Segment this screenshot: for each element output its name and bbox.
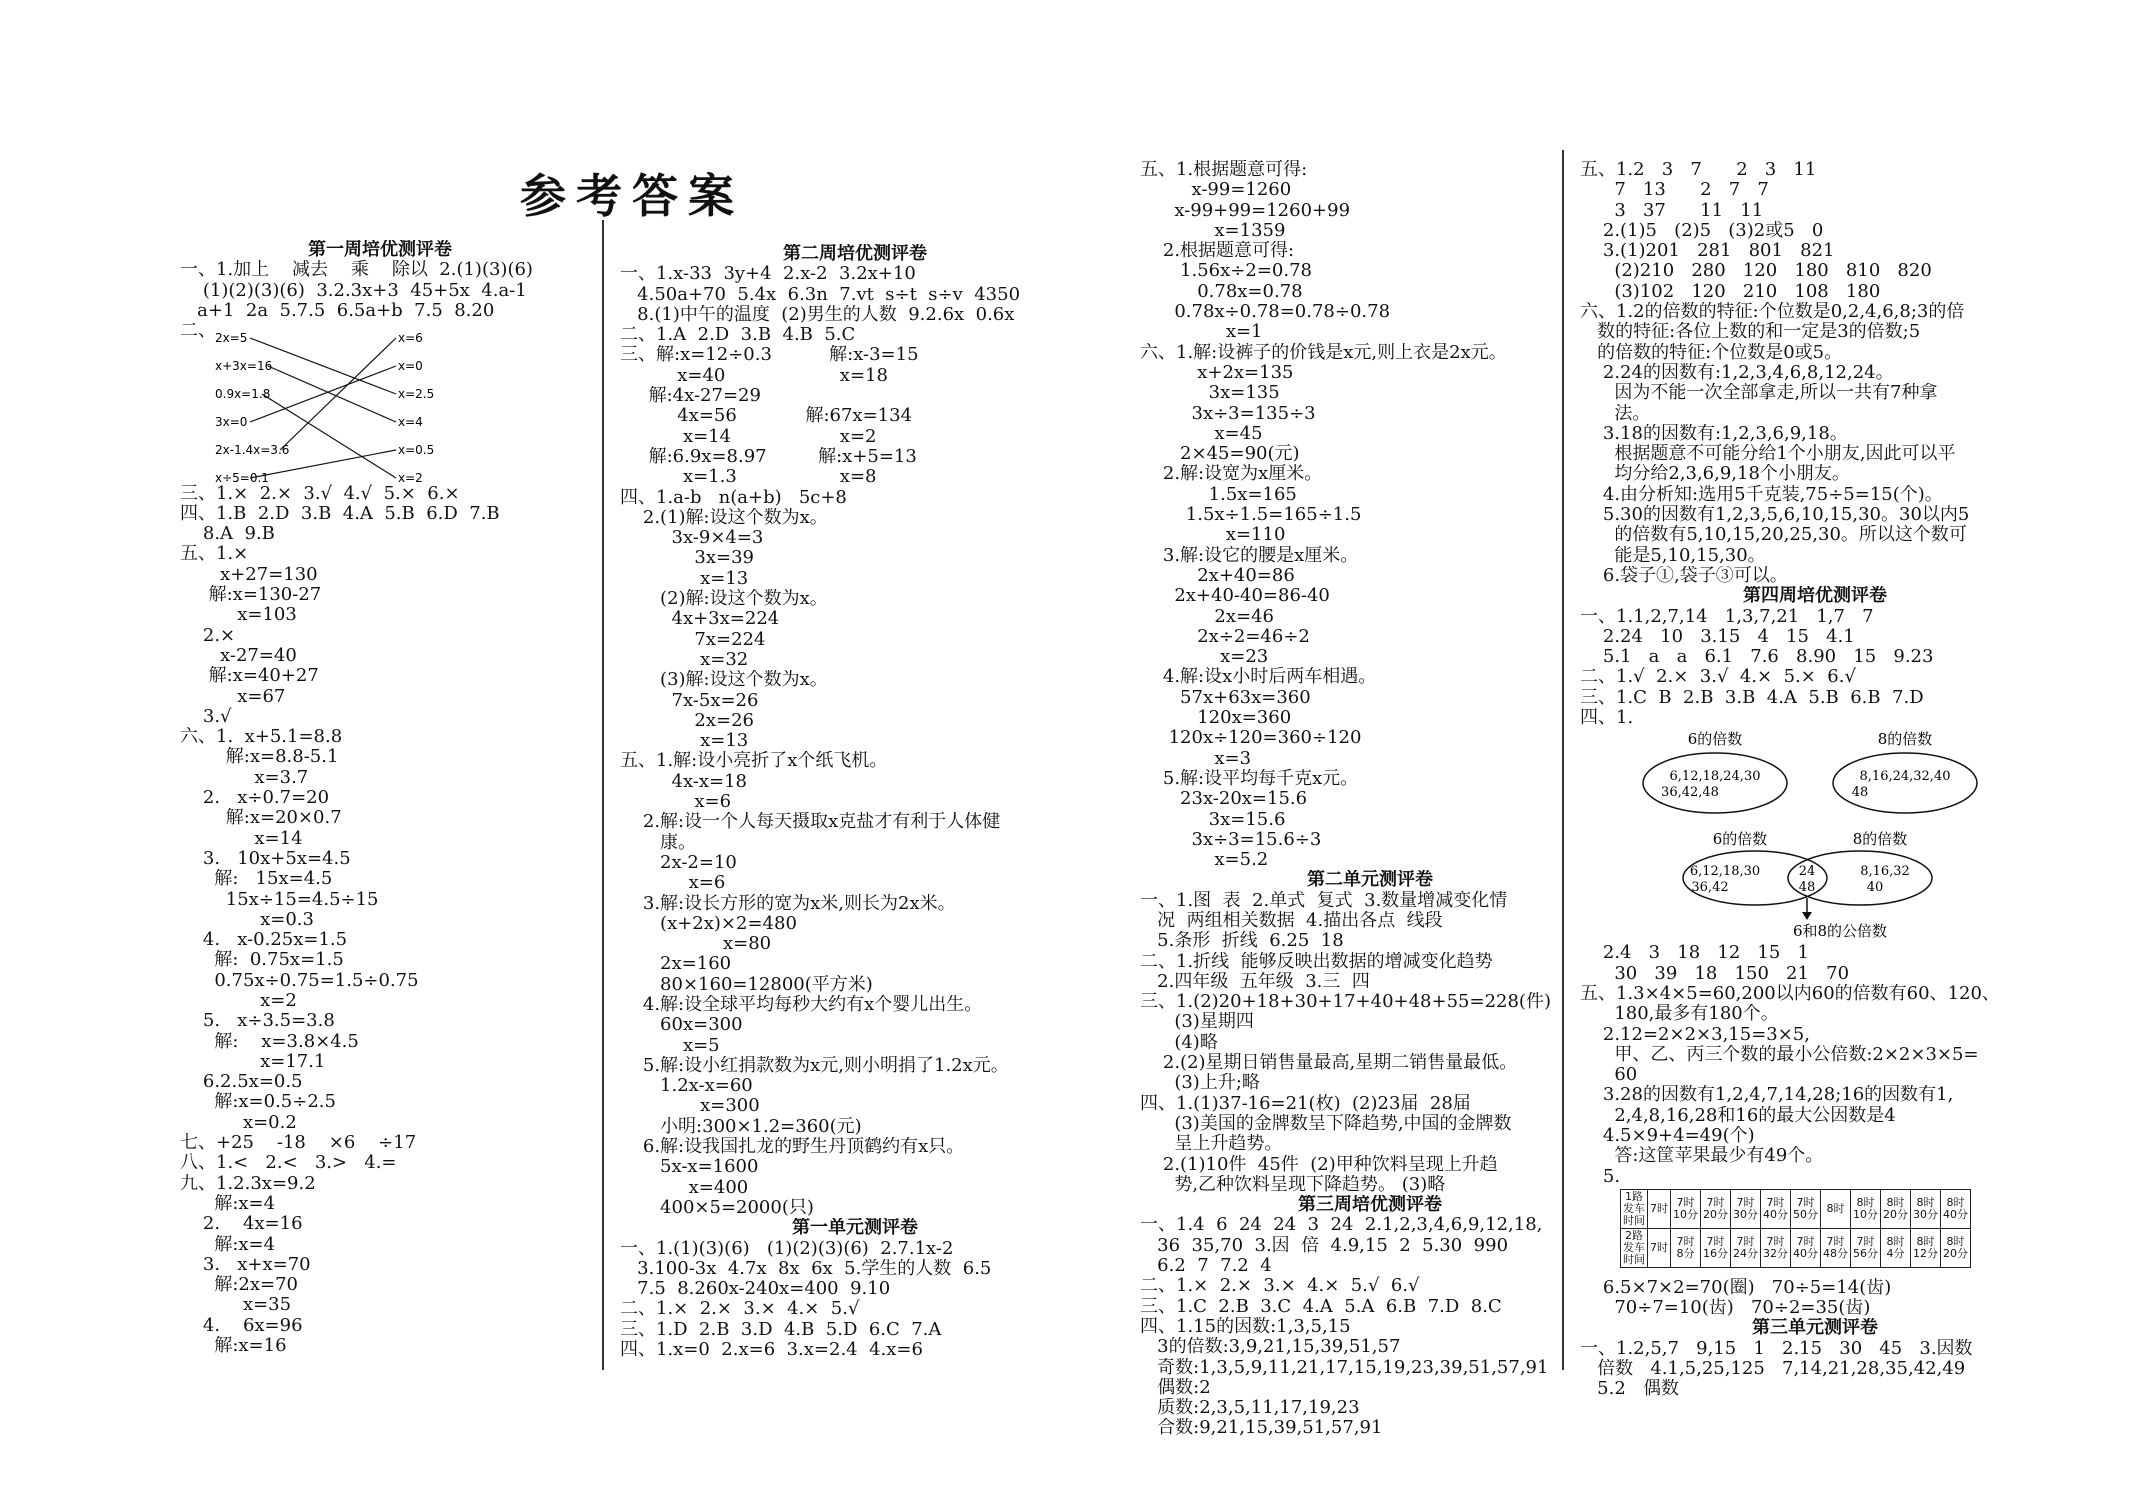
answer-line: 二、1.A 2.D 3.B 4.B 5.C bbox=[620, 325, 856, 346]
answer-line: 4x=56 解:67x=134 bbox=[620, 406, 913, 427]
bus-schedule-table bbox=[1620, 1189, 1971, 1268]
answer-line: 二、1.√ 2.× 3.√ 4.× 5.× 6.√ bbox=[1580, 667, 1856, 688]
answer-line: 合数:9,21,15,39,51,57,91 bbox=[1140, 1418, 1383, 1439]
answer-line: x=32 bbox=[620, 649, 749, 670]
schedule-cell: 8时 4分 bbox=[1881, 1228, 1911, 1267]
answer-line: 5.1 a a 6.1 7.6 8.90 15 9.23 bbox=[1580, 647, 1934, 668]
answer-line: 23x-20x=15.6 bbox=[1140, 789, 1308, 810]
answer-line: (2)210 280 120 180 810 820 bbox=[1580, 261, 1932, 282]
answer-line: 3. 10x+5x=4.5 bbox=[180, 848, 351, 869]
schedule-row bbox=[1621, 1189, 1971, 1228]
answer-line: 5.30的因数有1,2,3,5,6,10,15,30。30以内5 bbox=[1580, 505, 1970, 526]
match-left: 2x=5 bbox=[215, 331, 248, 345]
answer-line: 二、 bbox=[180, 321, 216, 342]
answer-line: 8.A 9.B bbox=[180, 524, 275, 545]
answer-line: 2.根据题意可得: bbox=[1140, 241, 1295, 262]
schedule-cell: 7时 30分 bbox=[1731, 1189, 1761, 1228]
answer-line: 3的倍数:3,9,21,15,39,51,57 bbox=[1140, 1337, 1401, 1358]
answer-line: 1.2x-x=60 bbox=[620, 1076, 753, 1097]
answer-line: 解:x=20×0.7 bbox=[180, 808, 342, 829]
venn-text: 8,16,24,32,40 bbox=[1859, 769, 1951, 785]
answer-line: 八、1.< 2.< 3.> 4.= bbox=[180, 1153, 397, 1174]
answer-line: 奇数:1,3,5,9,11,21,17,15,19,23,39,51,57,91 bbox=[1140, 1357, 1549, 1378]
answer-line: 5x-x=1600 bbox=[620, 1157, 759, 1178]
answer-line: 五、1.× bbox=[180, 544, 249, 565]
schedule-cell: 8时 20分 bbox=[1941, 1228, 1971, 1267]
schedule-cell: 7时 56分 bbox=[1851, 1228, 1881, 1267]
answer-line: 解:x=16 bbox=[180, 1336, 287, 1357]
answer-line: 一、1.图 表 2.单式 复式 3.数量增减变化情 bbox=[1140, 890, 1508, 911]
answer-line: 2.(1)10件 45件 (2)甲种饮料呈现上升趋 bbox=[1140, 1154, 1498, 1175]
answer-line: 36 35,70 3.因 倍 4.9,15 2 5.30 990 bbox=[1140, 1235, 1509, 1256]
answer-line: 15x÷15=4.5÷15 bbox=[180, 889, 379, 910]
answer-line: 2x+40-40=86-40 bbox=[1140, 586, 1330, 607]
match-line bbox=[280, 338, 396, 450]
venn-text: 6,12,18,30 bbox=[1689, 864, 1761, 880]
answer-line: 一、1.4 6 24 24 3 24 2.1,2,3,4,6,9,12,18, bbox=[1140, 1215, 1543, 1236]
answer-line: 倍数 4.1,5,25,125 7,14,21,28,35,42,49 bbox=[1580, 1359, 1966, 1380]
match-right: x=0 bbox=[398, 359, 423, 373]
answer-line: 2.(1)解:设这个数为x。 bbox=[620, 507, 828, 528]
answer-line: (1)(2)(3)(6) 3.2.3x+3 45+5x 4.a-1 bbox=[180, 280, 527, 301]
answer-line: x+2x=135 bbox=[1140, 362, 1294, 383]
column-4-part-c bbox=[1580, 1278, 2050, 1400]
answer-line: 4.解:设全球平均每秒大约有x个婴儿出生。 bbox=[620, 994, 983, 1015]
match-right: x=4 bbox=[398, 415, 423, 429]
answer-line: a+1 2a 5.7.5 6.5a+b 7.5 8.20 bbox=[180, 300, 495, 321]
answer-line: 3x=135 bbox=[1140, 383, 1280, 404]
answer-line: 4.解:设x小时后两车相遇。 bbox=[1140, 667, 1377, 688]
schedule-cell: 7时 10分 bbox=[1671, 1189, 1701, 1228]
answer-line: 120x÷120=360÷120 bbox=[1140, 728, 1362, 749]
answer-line: 80×160=12800(平方米) bbox=[620, 974, 873, 995]
match-left: 0.9x=1.8 bbox=[215, 387, 271, 401]
answer-line: 5.2 偶数 bbox=[1580, 1379, 1679, 1400]
section-heading: 第一单元测评卷 bbox=[792, 1218, 918, 1239]
answer-line: 1.56x÷2=0.78 bbox=[1140, 261, 1312, 282]
answer-line: 3.解:设长方形的宽为x米,则长为2x米。 bbox=[620, 893, 956, 914]
answer-line: 三、解:x=12÷0.3 解:x-3=15 bbox=[620, 345, 919, 366]
answer-line: 四、1.a-b n(a+b) 5c+8 bbox=[620, 487, 847, 508]
answer-line: 三、1.D 2.B 3.D 4.B 5.D 6.C 7.A bbox=[620, 1319, 942, 1340]
answer-line: 根据题意不可能分给1个小朋友,因此可以平 bbox=[1580, 444, 1956, 465]
answer-line: 因为不能一次全部拿走,所以一共有7种拿 bbox=[1580, 383, 1938, 404]
schedule-cell: 7时 20分 bbox=[1701, 1189, 1731, 1228]
venn-label: 6的倍数 bbox=[1687, 730, 1743, 749]
schedule-cell: 8时 10分 bbox=[1851, 1189, 1881, 1228]
answer-line: 0.78x=0.78 bbox=[1140, 281, 1303, 302]
answer-line: 四、1.15的因数:1,3,5,15 bbox=[1140, 1316, 1351, 1337]
answer-line: 2.(2)星期日销售量最高,星期二销售量最低。 bbox=[1140, 1053, 1518, 1074]
answer-line: 5.解:设小红捐款数为x元,则小明捐了1.2x元。 bbox=[620, 1055, 1009, 1076]
answer-line: 1.5x=165 bbox=[1140, 484, 1297, 505]
answer-line: 2×45=90(元) bbox=[1140, 444, 1300, 465]
answer-line: 2.(1)5 (2)5 (3)2或5 0 bbox=[1580, 220, 1824, 241]
answer-line: x=14 x=2 bbox=[620, 426, 877, 447]
answer-line: x=3 bbox=[1140, 748, 1252, 769]
answer-line: 小明:300×1.2=360(元) bbox=[620, 1116, 862, 1137]
answer-line: 60x=300 bbox=[620, 1015, 743, 1036]
answer-line: 3. x+x=70 bbox=[180, 1254, 311, 1275]
answer-line: 解:x=0.5÷2.5 bbox=[180, 1092, 336, 1113]
match-left: x+3x=16 bbox=[215, 359, 273, 373]
answer-line: x=1 bbox=[1140, 322, 1263, 343]
answer-line: 呈上升趋势。 bbox=[1140, 1134, 1283, 1155]
answer-line: 57x+63x=360 bbox=[1140, 687, 1311, 708]
answer-line: 5. bbox=[1580, 1166, 1621, 1187]
answer-line: 数的特征:各位上数的和一定是3的倍数;5 bbox=[1580, 322, 1921, 343]
answer-line: 解: 15x=4.5 bbox=[180, 869, 333, 890]
answer-line: 法。 bbox=[1580, 403, 1651, 424]
answer-line: x=103 bbox=[180, 605, 297, 626]
answer-line: 7x-5x=26 bbox=[620, 690, 759, 711]
venn-text: 36,42 bbox=[1691, 880, 1729, 896]
answer-line: 4. 6x=96 bbox=[180, 1315, 303, 1336]
section-heading: 第一周培优测评卷 bbox=[308, 240, 452, 260]
answer-line: 2.4 3 18 12 15 1 bbox=[1580, 943, 1809, 964]
schedule-cell: 7时 24分 bbox=[1731, 1228, 1761, 1267]
schedule-cell: 8时 40分 bbox=[1941, 1189, 1971, 1228]
section-heading: 第二单元测评卷 bbox=[1307, 870, 1433, 891]
schedule-cell: 7时 40分 bbox=[1791, 1228, 1821, 1267]
schedule-cell: 7时 32分 bbox=[1761, 1228, 1791, 1267]
answer-line: x=1.3 x=8 bbox=[620, 467, 877, 488]
venn-label: 6的倍数 bbox=[1712, 830, 1768, 849]
answer-line: (3)解:设这个数为x。 bbox=[620, 670, 828, 691]
page-title: 参考答案 bbox=[520, 169, 744, 223]
answer-line: x+27=130 bbox=[180, 564, 318, 585]
answer-line: 5.条形 折线 6.25 18 bbox=[1140, 931, 1344, 952]
schedule-cell: 8时 30分 bbox=[1911, 1189, 1941, 1228]
match-right: x=6 bbox=[398, 331, 423, 345]
answer-line: x=110 bbox=[1140, 525, 1286, 546]
answer-line: 一、1.x-33 3y+4 2.x-2 3.2x+10 bbox=[620, 264, 916, 285]
venn-svg bbox=[1580, 728, 2050, 943]
answer-line: 一、1.加上 减去 乘 除以 2.(1)(3)(6) bbox=[180, 260, 533, 281]
answer-line: 2.× bbox=[180, 625, 236, 646]
answer-line: x=80 bbox=[620, 934, 772, 955]
schedule-cell: 7时 48分 bbox=[1821, 1228, 1851, 1267]
answer-line: 答:这筐苹果最少有49个。 bbox=[1580, 1146, 1824, 1167]
answer-line: 6.袋子①,袋子③可以。 bbox=[1580, 565, 1788, 586]
answer-line: 2. 4x=16 bbox=[180, 1214, 303, 1235]
answer-line: 的倍数的特征:个位数是0或5。 bbox=[1580, 342, 1843, 363]
venn-text: 48 bbox=[1798, 880, 1816, 896]
section-heading: 第二周培优测评卷 bbox=[783, 244, 927, 264]
section-heading: 第三周培优测评卷 bbox=[1298, 1195, 1442, 1216]
answer-line: 400×5=2000(只) bbox=[620, 1197, 814, 1218]
answer-line: 解:x=4 bbox=[180, 1193, 276, 1214]
answer-line: 2.解:设一个人每天摄取x克盐才有利于人体健 bbox=[620, 812, 1001, 833]
answer-line: 二、1.× 2.× 3.× 4.× 5.√ 6.√ bbox=[1140, 1276, 1420, 1297]
schedule-cell: 8时 12分 bbox=[1911, 1228, 1941, 1267]
answer-line: 的倍数有5,10,15,20,25,30。所以这个数可 bbox=[1580, 525, 1967, 546]
schedule-cell: 7时 16分 bbox=[1701, 1228, 1731, 1267]
answer-line: 六、1. x+5.1=8.8 bbox=[180, 727, 343, 748]
answer-line: (3)星期四 bbox=[1140, 1012, 1254, 1033]
matching-diagram bbox=[210, 330, 440, 500]
answer-line: x=14 bbox=[180, 828, 303, 849]
venn-label: 8的倍数 bbox=[1877, 730, 1933, 749]
answer-line: 五、1.3×4×5=60,200以内60的倍数有60、120、 bbox=[1580, 983, 2000, 1004]
answer-line: 3.√ bbox=[180, 706, 232, 727]
answer-line: 3 37 11 11 bbox=[1580, 200, 1764, 221]
answer-line: 能是5,10,15,30。 bbox=[1580, 545, 1766, 566]
match-left: x÷5=0.1 bbox=[215, 471, 269, 485]
venn-text: 24 bbox=[1798, 864, 1816, 880]
column-4-part-a bbox=[1580, 160, 2050, 728]
answer-line: 五、1.根据题意可得: bbox=[1140, 160, 1308, 180]
answer-line: 60 bbox=[1580, 1065, 1638, 1086]
answer-line: 7x=224 bbox=[620, 629, 766, 650]
schedule-cell: 7时 8分 bbox=[1671, 1228, 1701, 1267]
match-left: 2x-1.4x=3.6 bbox=[215, 443, 290, 457]
venn-arrow-head bbox=[1802, 912, 1812, 920]
answer-line: 2x=160 bbox=[620, 954, 732, 975]
answer-line: 180,最多有180个。 bbox=[1580, 1004, 1779, 1025]
answer-line: x=45 bbox=[1140, 423, 1263, 444]
venn-label: 8的倍数 bbox=[1852, 830, 1908, 849]
answer-line: x=40 x=18 bbox=[620, 365, 888, 386]
answer-line: (3)美国的金牌数呈下降趋势,中国的金牌数 bbox=[1140, 1113, 1512, 1134]
answer-line: 30 39 18 150 21 70 bbox=[1580, 963, 1850, 984]
answer-line: 解: 0.75x=1.5 bbox=[180, 950, 344, 971]
answer-line: 解:2x=70 bbox=[180, 1275, 298, 1296]
answer-line: 二、1.× 2.× 3.× 4.× 5.√ bbox=[620, 1299, 860, 1320]
schedule-cell: 7时 50分 bbox=[1791, 1189, 1821, 1228]
answer-line: 甲、乙、丙三个数的最小公倍数:2×2×3×5= bbox=[1580, 1044, 1979, 1065]
answer-line: 3x=39 bbox=[620, 548, 754, 569]
answer-line: 解: x=3.8×4.5 bbox=[180, 1031, 359, 1052]
match-right: x=0.5 bbox=[398, 443, 435, 457]
section-heading: 第三单元测评卷 bbox=[1752, 1318, 1878, 1339]
answer-line: 2x-2=10 bbox=[620, 852, 737, 873]
answer-line: 一、1.1,2,7,14 1,3,7,21 1,7 7 bbox=[1580, 606, 1874, 627]
column-2 bbox=[620, 244, 1090, 1360]
match-right: x=2 bbox=[398, 471, 423, 485]
answer-line: 四、1.B 2.D 3.B 4.A 5.B 6.D 7.B bbox=[180, 503, 500, 524]
answer-line: (3)102 120 210 108 180 bbox=[1580, 281, 1881, 302]
schedule-row bbox=[1621, 1228, 1971, 1267]
answer-line: 六、1.2的倍数的特征:个位数是0,2,4,6,8;3的倍 bbox=[1580, 302, 1965, 323]
schedule-cell: 8时 bbox=[1821, 1189, 1851, 1228]
schedule-table-wrap bbox=[1580, 1189, 2050, 1268]
venn-text: 40 bbox=[1866, 880, 1884, 896]
answer-line: x=35 bbox=[180, 1295, 292, 1316]
match-left: 3x=0 bbox=[215, 415, 248, 429]
answer-line: x=400 bbox=[620, 1177, 749, 1198]
answer-line: 况 两组相关数据 4.描出各点 线段 bbox=[1140, 910, 1443, 931]
answer-line: 解:x=4 bbox=[180, 1234, 276, 1255]
answer-line: 2x=46 bbox=[1140, 606, 1274, 627]
section-heading: 第四周培优测评卷 bbox=[1743, 586, 1887, 607]
answer-line: 120x=360 bbox=[1140, 708, 1292, 729]
venn-diagrams bbox=[1580, 728, 2050, 943]
answer-line: (x+2x)×2=480 bbox=[620, 913, 797, 934]
schedule-cell: 7时 bbox=[1648, 1189, 1671, 1228]
answer-line: 4.由分析知:选用5千克装,75÷5=15(个)。 bbox=[1580, 484, 1943, 505]
answer-line: 3.28的因数有1,2,4,7,14,28;16的因数有1, bbox=[1580, 1085, 1954, 1106]
answer-line: x-27=40 bbox=[180, 645, 297, 666]
match-right: x=2.5 bbox=[398, 387, 435, 401]
answer-line: 解:4x-27=29 bbox=[620, 386, 761, 407]
answer-line: x=5 bbox=[620, 1035, 720, 1056]
answer-line: 2.24的因数有:1,2,3,4,6,8,12,24。 bbox=[1580, 362, 1894, 383]
venn-text: 36,42,48 bbox=[1661, 785, 1719, 801]
answer-line: 二、1.折线 能够反映出数据的增减变化趋势 bbox=[1140, 951, 1493, 972]
answer-line: 三、1.C 2.B 3.C 4.A 5.A 6.B 7.D 8.C bbox=[1140, 1296, 1502, 1317]
answer-line: x=13 bbox=[620, 568, 749, 589]
match-line bbox=[262, 394, 396, 478]
answer-line: 1.5x÷1.5=165÷1.5 bbox=[1140, 505, 1362, 526]
answer-line: 6.解:设我国扎龙的野生丹顶鹤约有x只。 bbox=[620, 1137, 965, 1158]
answer-line: 3x÷3=135÷3 bbox=[1140, 403, 1316, 424]
answer-line: 九、1.2.3x=9.2 bbox=[180, 1173, 316, 1194]
answer-line: x=13 bbox=[620, 731, 749, 752]
column-divider bbox=[602, 220, 604, 1370]
answer-line: x=0.2 bbox=[180, 1112, 297, 1133]
answer-line: x=5.2 bbox=[1140, 850, 1269, 871]
answer-line: 6.2 7 7.2 4 bbox=[1140, 1256, 1272, 1277]
answer-line: 偶数:2 bbox=[1140, 1377, 1211, 1398]
answer-line: 七、+25 -18 ×6 ÷17 bbox=[180, 1133, 417, 1154]
answer-line: 5. x÷3.5=3.8 bbox=[180, 1011, 335, 1032]
answer-line: (4)略 bbox=[1140, 1032, 1218, 1053]
schedule-row-header: 2路 发车 时间 bbox=[1621, 1228, 1648, 1267]
answer-line: 2x+40=86 bbox=[1140, 565, 1295, 586]
answer-line: 3.100-3x 4.7x 8x 6x 5.学生的人数 6.5 bbox=[620, 1258, 992, 1279]
column-4 bbox=[1580, 160, 2050, 1400]
answer-line: x=6 bbox=[620, 873, 726, 894]
answer-line: 3.解:设它的腰是x厘米。 bbox=[1140, 545, 1359, 566]
answer-line: x-99+99=1260+99 bbox=[1140, 200, 1351, 221]
answer-line: 4.50a+70 5.4x 6.3n 7.vt s÷t s÷v 4350 bbox=[620, 284, 1021, 305]
schedule-cell: 7时 40分 bbox=[1761, 1189, 1791, 1228]
answer-line: x=6 bbox=[620, 792, 732, 813]
answer-line: x=0.3 bbox=[180, 909, 314, 930]
answer-line: 8.(1)中午的温度 (2)男生的人数 9.2.6x 0.6x bbox=[620, 304, 1015, 325]
answer-line: 2x÷2=46÷2 bbox=[1140, 626, 1310, 647]
answer-line: 2.解:设宽为x厘米。 bbox=[1140, 464, 1323, 485]
match-line bbox=[250, 366, 396, 422]
answer-line: 解:x=130-27 bbox=[180, 585, 322, 606]
answer-line: 0.78x÷0.78=0.78÷0.78 bbox=[1140, 302, 1391, 323]
answer-line: 2x=26 bbox=[620, 710, 754, 731]
venn-text: 8,16,32 bbox=[1860, 864, 1910, 880]
venn-text: 48 bbox=[1851, 785, 1869, 801]
answer-line: x=3.7 bbox=[180, 767, 309, 788]
answer-line: 质数:2,3,5,11,17,19,23 bbox=[1140, 1398, 1360, 1419]
answer-line: 四、1.x=0 2.x=6 3.x=2.4 4.x=6 bbox=[620, 1340, 923, 1361]
answer-line: 三、1.× 2.× 3.√ 4.√ 5.× 6.× bbox=[180, 483, 460, 504]
answer-line: 解:x=40+27 bbox=[180, 666, 319, 687]
answer-line: 康。 bbox=[620, 832, 697, 853]
answer-line: 7 13 2 7 7 bbox=[1580, 180, 1769, 201]
answer-line: 五、1.2 3 7 2 3 11 bbox=[1580, 160, 1817, 180]
answer-line: 3x=15.6 bbox=[1140, 809, 1286, 830]
answer-line: 7.5 8.260x-240x=400 9.10 bbox=[620, 1279, 891, 1300]
answer-line: 4x-x=18 bbox=[620, 771, 748, 792]
venn-label: 6和8的公倍数 bbox=[1792, 922, 1888, 941]
answer-line: 4x+3x=224 bbox=[620, 609, 780, 630]
answer-line: 2. x÷0.7=20 bbox=[180, 788, 330, 809]
answer-line: x=23 bbox=[1140, 647, 1269, 668]
answer-line: 势,乙种饮料呈现下降趋势。 (3)略 bbox=[1140, 1174, 1446, 1195]
answer-line: 3.(1)201 281 801 821 bbox=[1580, 241, 1835, 262]
answer-line: (3)上升;略 bbox=[1140, 1073, 1260, 1094]
venn-text: 6,12,18,24,30 bbox=[1669, 769, 1761, 785]
schedule-cell: 8时 20分 bbox=[1881, 1189, 1911, 1228]
schedule-row-header: 1路 发车 时间 bbox=[1621, 1189, 1648, 1228]
answer-line: 解:6.9x=8.97 解:x+5=13 bbox=[620, 446, 917, 467]
answer-line: 六、1.解:设裤子的价钱是x元,则上衣是2x元。 bbox=[1140, 342, 1507, 363]
answer-line: x=67 bbox=[180, 686, 286, 707]
answer-line: x=1359 bbox=[1140, 220, 1286, 241]
answer-line: x=300 bbox=[620, 1096, 760, 1117]
answer-line: 三、1.C B 2.B 3.B 4.A 5.B 6.B 7.D bbox=[1580, 687, 1924, 708]
answer-line: 2.四年级 五年级 3.三 四 bbox=[1140, 971, 1370, 992]
answer-line: 3x÷3=15.6÷3 bbox=[1140, 829, 1322, 850]
answer-line: 4. x-0.25x=1.5 bbox=[180, 930, 348, 951]
column-4-part-b bbox=[1580, 943, 2050, 1187]
answer-line: 4.5×9+4=49(个) bbox=[1580, 1125, 1755, 1146]
schedule-cell: 7时 bbox=[1648, 1228, 1671, 1267]
answer-line: 2.12=2×2×3,15=3×5, bbox=[1580, 1024, 1810, 1045]
answer-line: x=17.1 bbox=[180, 1051, 326, 1072]
answer-line: 6.5×7×2=70(圈) 70÷5=14(齿) bbox=[1580, 1277, 1892, 1298]
answer-line: 70÷7=10(齿) 70÷2=35(齿) bbox=[1580, 1298, 1871, 1319]
answer-line: 三、1.(2)20+18+30+17+40+48+55=228(件) bbox=[1140, 992, 1551, 1013]
answer-line: 四、1. bbox=[1580, 708, 1634, 729]
answer-line: 2.24 10 3.15 4 15 4.1 bbox=[1580, 626, 1855, 647]
answer-line: 五、1.解:设小亮折了x个纸飞机。 bbox=[620, 751, 888, 772]
answer-line: 2,4,8,16,28和16的最大公因数是4 bbox=[1580, 1105, 1896, 1126]
answer-line: (2)解:设这个数为x。 bbox=[620, 589, 828, 610]
answer-line: 解:x=8.8-5.1 bbox=[180, 747, 339, 768]
answer-line: 四、1.(1)37-16=21(枚) (2)23届 28届 bbox=[1140, 1093, 1471, 1114]
answer-line: 均分给2,3,6,9,18个小朋友。 bbox=[1580, 464, 1850, 485]
answer-line: 6.2.5x=0.5 bbox=[180, 1072, 303, 1093]
answer-line: 一、1.2,5,7 9,15 1 2.15 30 45 3.因数 bbox=[1580, 1338, 1973, 1359]
answer-line: 一、1.(1)(3)(6) (1)(2)(3)(6) 2.7.1x-2 bbox=[620, 1238, 954, 1259]
answer-line: 0.75x÷0.75=1.5÷0.75 bbox=[180, 970, 419, 991]
answer-line: x=2 bbox=[180, 990, 297, 1011]
match-line bbox=[268, 366, 396, 422]
answer-line: x-99=1260 bbox=[1140, 180, 1292, 201]
answer-line: 3x-9×4=3 bbox=[620, 528, 764, 549]
answer-line: 3.18的因数有:1,2,3,6,9,18。 bbox=[1580, 423, 1848, 444]
column-3 bbox=[1140, 160, 1600, 1439]
answer-line: 5.解:设平均每千克x元。 bbox=[1140, 768, 1359, 789]
